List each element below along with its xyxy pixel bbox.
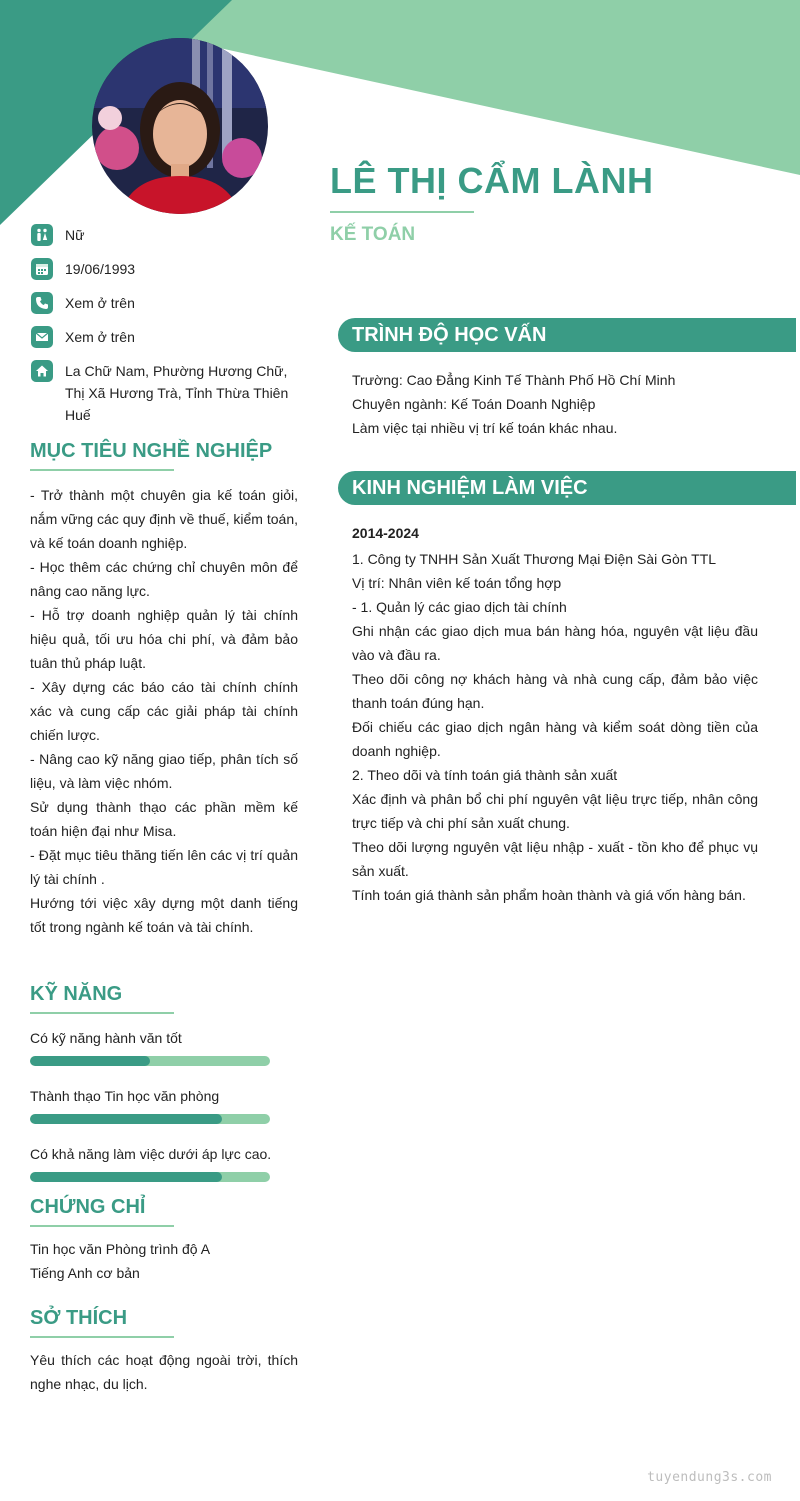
education-title: TRÌNH ĐỘ HỌC VẤN xyxy=(338,318,796,352)
gender-icon xyxy=(31,224,53,246)
contact-address xyxy=(31,360,301,426)
objective-line: - Học thêm các chứng chỉ chuyên môn để nâng cao năng lực. xyxy=(30,559,298,599)
email-text: Xem ở trên xyxy=(65,329,135,345)
gender-text: Nữ xyxy=(65,227,85,243)
objective-line: - Trở thành một chuyên gia kế toán giỏi, nắm vững các quy định về thuế, kiểm toán, và kế toán doanh nghiệp. xyxy=(30,487,298,551)
skills-underline xyxy=(30,1012,174,1014)
skills-section xyxy=(30,983,298,1202)
contact-email xyxy=(31,326,301,348)
objective-underline xyxy=(30,469,174,471)
birthday-text: 19/06/1993 xyxy=(65,261,136,277)
phone-text: Xem ở trên xyxy=(65,295,135,311)
skill-bar xyxy=(30,1114,270,1124)
skill-bar-fill xyxy=(30,1172,222,1182)
education-line: Trường: Cao Đẳng Kinh Tế Thành Phố Hồ Chí Minh xyxy=(352,372,676,388)
skill-label: Có khả năng làm việc dưới áp lực cao. xyxy=(30,1146,272,1162)
objective-line: - Đặt mục tiêu thăng tiến lên các vị trí quản lý tài chính . xyxy=(30,847,298,887)
skill-bar-fill xyxy=(30,1114,222,1124)
experience-line: Đối chiếu các giao dịch ngân hàng và kiểm soát dòng tiền của doanh nghiệp. xyxy=(352,719,758,759)
hobbies-text: Yêu thích các hoạt động ngoài trời, thích nghe nhạc, du lịch. xyxy=(30,1352,298,1392)
skill-bar-fill xyxy=(30,1056,150,1066)
candidate-name: LÊ THỊ CẨM LÀNH xyxy=(330,160,654,201)
home-icon xyxy=(31,360,53,382)
certificates-underline xyxy=(30,1225,174,1227)
phone-icon xyxy=(31,292,53,314)
certificate-item: Tin học văn Phòng trình độ A xyxy=(30,1241,211,1257)
email-icon xyxy=(31,326,53,348)
skill-bar xyxy=(30,1172,270,1182)
profile-photo xyxy=(92,38,268,214)
objective-title: MỤC TIÊU NGHỀ NGHIỆP xyxy=(30,440,273,462)
objective-line: Hướng tới việc xây dựng một danh tiếng tốt trong ngành kế toán và tài chính. xyxy=(30,895,298,935)
experience-line: 2. Theo dõi và tính toán giá thành sản xuất xyxy=(352,767,618,783)
address-text: La Chữ Nam, Phường Hương Chữ, Thị Xã Hương Trà, Tỉnh Thừa Thiên Huế xyxy=(65,363,289,423)
contact-birthday xyxy=(31,258,301,280)
contact-list xyxy=(31,224,301,438)
name-underline xyxy=(330,211,474,213)
experience-line: Vị trí: Nhân viên kế toán tổng hợp xyxy=(352,575,562,591)
skill-label: Có kỹ năng hành văn tốt xyxy=(30,1030,182,1046)
skill-bar xyxy=(30,1056,270,1066)
objective-line: Sử dụng thành thạo các phần mềm kế toán hiện đại như Misa. xyxy=(30,799,298,839)
experience-line: Theo dõi công nợ khách hàng và nhà cung cấp, đảm bảo việc thanh toán đúng hạn. xyxy=(352,671,758,711)
experience-line: 1. Công ty TNHH Sản Xuất Thương Mại Điện Sài Gòn TTL xyxy=(352,551,717,567)
experience-line: Ghi nhận các giao dịch mua bán hàng hóa, nguyên vật liệu đầu vào và đầu ra. xyxy=(352,623,758,663)
job-title: KẾ TOÁN xyxy=(330,224,416,245)
objective-section xyxy=(30,440,298,939)
education-body xyxy=(352,368,758,440)
certificates-section xyxy=(30,1196,298,1285)
experience-line: - 1. Quản lý các giao dịch tài chính xyxy=(352,599,567,615)
skills-title: KỸ NĂNG xyxy=(30,983,123,1005)
certificate-item: Tiếng Anh cơ bản xyxy=(30,1265,140,1281)
experience-title: KINH NGHIỆM LÀM VIỆC xyxy=(338,471,796,505)
watermark: tuyendung3s.com xyxy=(647,1470,772,1485)
certificates-title: CHỨNG CHỈ xyxy=(30,1196,146,1218)
hobbies-title: SỞ THÍCH xyxy=(30,1307,128,1329)
skill-label: Thành thạo Tin học văn phòng xyxy=(30,1088,220,1104)
experience-body xyxy=(352,521,758,907)
calendar-icon xyxy=(31,258,53,280)
contact-phone xyxy=(31,292,301,314)
experience-line: Xác định và phân bổ chi phí nguyên vật liệu trực tiếp, nhân công trực tiếp và chi phí sản xuất chung. xyxy=(352,791,758,831)
hobbies-underline xyxy=(30,1336,174,1338)
objective-line: - Nâng cao kỹ năng giao tiếp, phân tích số liệu, và làm việc nhóm. xyxy=(30,751,298,791)
objective-line: - Hỗ trợ doanh nghiệp quản lý tài chính hiệu quả, tối ưu hóa chi phí, và đảm bảo tuân thủ pháp luật. xyxy=(30,607,298,671)
objective-line: - Xây dựng các báo cáo tài chính chính xác và cung cấp các giải pháp tài chính chiến lược. xyxy=(30,679,298,743)
education-line: Làm việc tại nhiều vị trí kế toán khác nhau. xyxy=(352,420,618,436)
contact-gender xyxy=(31,224,301,246)
hobbies-section xyxy=(30,1307,298,1396)
education-line: Chuyên ngành: Kế Toán Doanh Nghiệp xyxy=(352,396,596,412)
experience-line: Theo dõi lượng nguyên vật liệu nhập - xuất - tồn kho để phục vụ sản xuất. xyxy=(352,839,758,879)
experience-period: 2014-2024 xyxy=(352,525,419,541)
experience-line: Tính toán giá thành sản phẩm hoàn thành và giá vốn hàng bán. xyxy=(352,887,746,903)
